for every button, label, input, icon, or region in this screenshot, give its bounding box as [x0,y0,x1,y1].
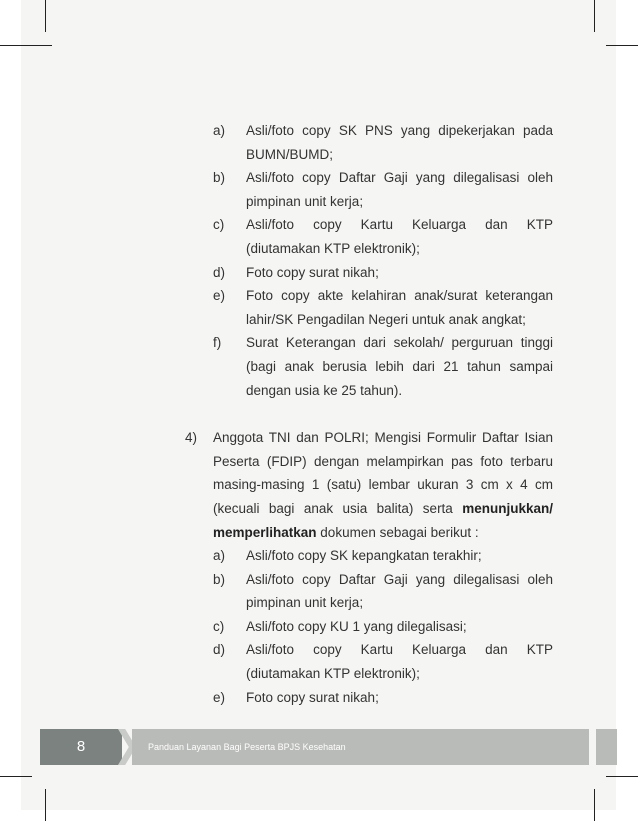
crop-mark [606,776,638,777]
list-item [213,166,553,213]
list-item [213,119,553,166]
list-2 [213,544,553,709]
item-text: Surat Keterangan dari sekolah/ perguruan tinggi (bagi anak berusia lebih dari 21 tahun sampai dengan usia ke 25 tahun). [246,335,553,398]
item-number: 4) [185,430,198,446]
item-label: c) [213,217,225,233]
item-label: d) [213,642,226,658]
item-text: Foto copy surat nikah; [246,264,379,280]
crop-mark [594,0,595,32]
crop-mark [606,45,638,46]
list-item [213,544,553,568]
list-item [213,213,553,260]
item-text: Asli/foto copy Kartu Keluarga dan KTP (diutamakan KTP elektronik); [246,642,553,682]
list-item [213,284,553,331]
list-item [213,568,553,615]
list-item [213,615,553,639]
item-label: f) [213,335,222,351]
crop-mark [0,45,52,46]
item-label: e) [213,288,226,304]
bold-text: menunjukkan/ memperlihatkan [213,500,553,540]
numbered-item-4 [185,426,553,544]
item-label: a) [213,123,226,138]
item-text: Asli/foto copy SK PNS yang dipekerjakan pada BUMN/BUMD; [246,123,553,162]
text-segment: Anggota TNI dan POLRI; Mengisi Formulir Daftar Isian Peserta (FDIP) dengan melampirkan pas foto terbaru masing-masing 1 (satu) lembar ukuran 3 cm x 4 cm (kecuali bagi anak usia balita) serta [213,430,553,516]
item-text: Asli/foto copy Daftar Gaji yang dilegalisasi oleh pimpinan unit kerja; [246,571,553,611]
text-segment: dokumen sebagai berikut : [316,524,479,540]
list-item [213,638,553,685]
item-label: b) [213,170,226,186]
item-label: e) [213,689,226,705]
item-text [213,426,553,544]
item-text: Asli/foto copy SK kepangkatan terakhir; [246,548,482,564]
item-text: Foto copy surat nikah; [246,689,379,705]
list-item [213,261,553,285]
item-text: Asli/foto copy Kartu Keluarga dan KTP (diutamakan KTP elektronik); [246,217,553,256]
list-item [213,686,553,710]
crop-mark [45,789,46,821]
item-label: c) [213,618,225,634]
crop-mark [0,776,32,777]
footer-title: Panduan Layanan Bagi Peserta BPJS Kesehatan [132,729,589,765]
crop-mark [45,0,46,32]
footer-tab [596,729,617,765]
crop-mark [594,789,595,821]
document-body [185,119,553,709]
item-label: a) [213,548,226,564]
item-text: Asli/foto copy Daftar Gaji yang dilegalisasi oleh pimpinan unit kerja; [246,170,553,209]
page-number: 8 [40,729,122,765]
item-text: Asli/foto copy KU 1 yang dilegalisasi; [246,618,467,634]
list-item [213,331,553,402]
item-label: d) [213,264,226,280]
item-label: b) [213,571,226,587]
list-1 [213,119,553,402]
item-text: Foto copy akte kelahiran anak/surat keterangan lahir/SK Pengadilan Negeri untuk anak angkat; [246,288,553,327]
